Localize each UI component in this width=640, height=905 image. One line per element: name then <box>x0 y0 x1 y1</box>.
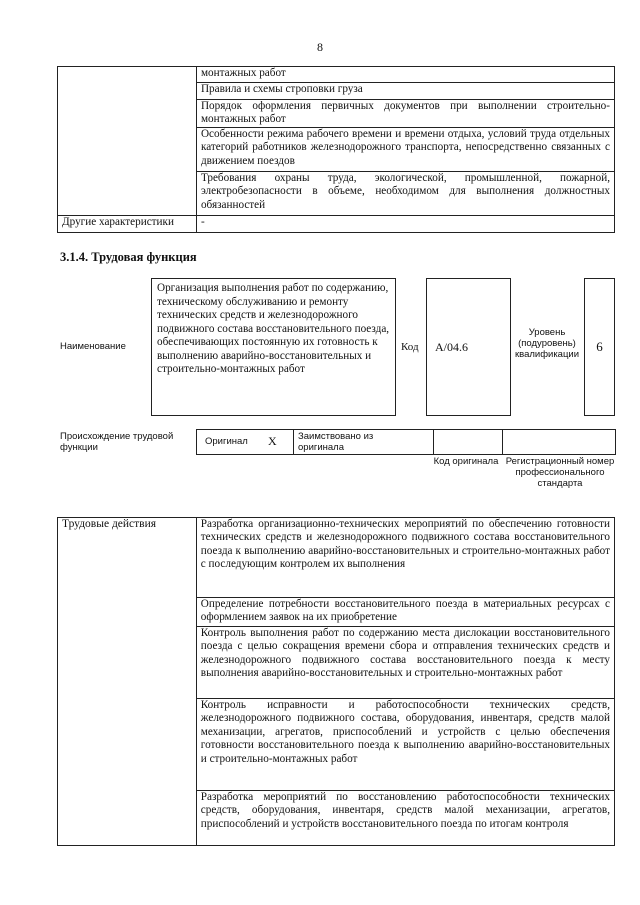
origin-label: Происхождение трудовой функции <box>60 431 174 453</box>
code-value: А/04.6 <box>435 340 468 354</box>
level-value: 6 <box>596 339 603 354</box>
borrowed-label: Заимствовано из оригинала <box>298 431 374 453</box>
reg-number-label: Регистрационный номер профессионального стандарта <box>505 456 615 489</box>
function-name-text: Организация выполнения работ по содержанию, техническому обслуживанию и ремонту технических средств и железнодорожного подвижного состава восстановительного поезда, обеспечивающих постоянную их готовность к выполнению аварийно-восстановительных и строительно-монтажных работ <box>157 282 390 375</box>
code-original-label: Код оригинала <box>433 456 499 467</box>
code-box <box>426 278 511 416</box>
table-row: Особенности режима рабочего времени и времени отдыха, условий труда отдельных категорий работников железнодорожного транспорта, непосредственно связанных с движением поездов <box>196 128 614 172</box>
other-characteristics-value: - <box>196 216 614 233</box>
labor-actions-label: Трудовые действия <box>58 518 197 846</box>
original-mark: X <box>268 434 277 448</box>
list-item: Определение потребности восстановительного поезда в материальных ресурсах с оформлением заявок на их приобретение <box>196 598 614 627</box>
page-number: 8 <box>317 40 323 54</box>
list-item: Контроль исправности и работоспособности технических средств, железнодорожного подвижного состава, оборудования, инвентаря, средств малой механизации, агрегатов, приспособлений и устройств с целью обеспечения готовности восстановительного поезда к выполнению аварийно-восстановительных и строительно-монтажных работ <box>196 699 614 791</box>
level-label: Уровень (подуровень) квалификации <box>514 327 580 360</box>
name-label: Наименование <box>60 341 126 352</box>
list-item: Разработка организационно-технических мероприятий по обеспечению готовности технических средств и железнодорожного подвижного состава восстановительного поезда к выполнению аварийно-восстановительных и строительно-монтажных работ с последующим контролем их выполнения <box>196 518 614 598</box>
list-item: Разработка мероприятий по восстановлению работоспособности технических средств, оборудования, инвентаря, средств малой механизации, агрегатов, приспособлений и устройств восстановительного поезда по итогам контроля <box>196 791 614 846</box>
origin-box <box>196 429 616 455</box>
code-label: Код <box>401 341 419 353</box>
table-row: Требования охраны труда, экологической, промышленной, пожарной, электробезопасности в объеме, необходимом для выполнения должностных обязанностей <box>196 172 614 216</box>
labor-actions-table <box>57 517 615 846</box>
section-heading: 3.1.4. Трудовая функция <box>60 250 197 264</box>
empty-label-cell <box>58 67 197 216</box>
knowledge-table <box>57 66 615 233</box>
table-row: монтажных работ <box>196 67 614 83</box>
level-box <box>584 278 615 416</box>
table-row: Порядок оформления первичных документов при выполнении строительно-монтажных работ <box>196 100 614 128</box>
list-item: Контроль выполнения работ по содержанию места дислокации восстановительного поезда с целью сокращения времени сбора и отправления технических средств и железнодорожного подвижного состава восстановительного поезда к месту выполнения аварийно-восстановительных и строительно-монтажных работ <box>196 627 614 699</box>
other-characteristics-label: Другие характеристики <box>58 216 197 233</box>
table-row: Правила и схемы строповки груза <box>196 83 614 100</box>
original-label: Оригинал <box>205 436 248 447</box>
function-name-box <box>151 278 396 416</box>
